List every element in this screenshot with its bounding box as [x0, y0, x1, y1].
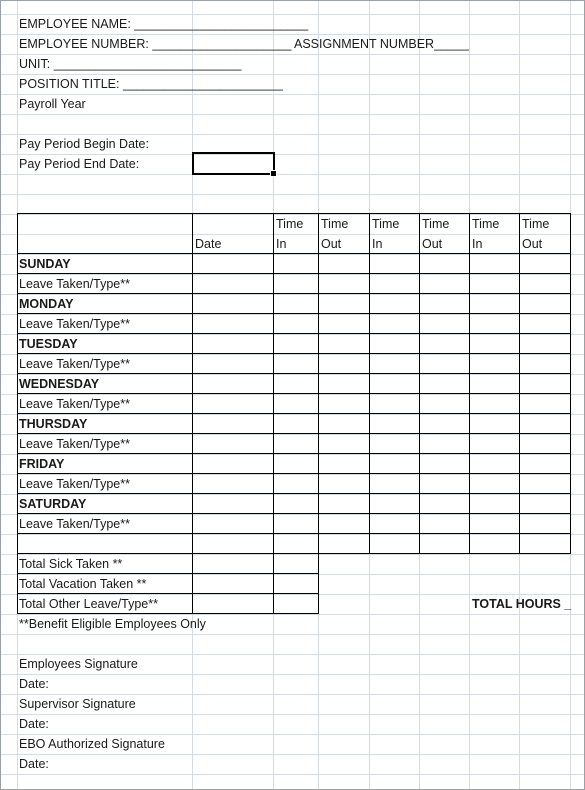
grid-row-line	[0, 694, 585, 695]
border-vertical	[318, 213, 319, 554]
border-horizontal	[17, 313, 571, 314]
grid-row-line	[0, 354, 585, 355]
ebo-signature-label[interactable]: EBO Authorized Signature	[19, 737, 165, 751]
leave-taken-label[interactable]: Leave Taken/Type**	[19, 477, 130, 491]
border-horizontal	[17, 413, 571, 414]
column-header-2-l2[interactable]: In	[276, 237, 287, 251]
day-label-wednesday[interactable]: WEDNESDAY	[19, 377, 100, 391]
leave-taken-label[interactable]: Leave Taken/Type**	[19, 317, 130, 331]
supervisor-signature-date-label[interactable]: Date:	[19, 717, 49, 731]
day-label-friday[interactable]: FRIDAY	[19, 457, 65, 471]
day-label-saturday[interactable]: SATURDAY	[19, 497, 87, 511]
grid-row-line	[0, 54, 585, 55]
grid-row-line	[0, 594, 585, 595]
grid-row-line	[0, 534, 585, 535]
border-vertical	[570, 213, 571, 554]
leave-taken-label[interactable]: Leave Taken/Type**	[19, 277, 130, 291]
border-vertical	[192, 553, 193, 614]
employee-signature-date-label[interactable]: Date:	[19, 677, 49, 691]
fill-handle[interactable]	[270, 170, 277, 177]
column-header-5-l2[interactable]: Out	[422, 237, 443, 251]
grid-row-line	[0, 94, 585, 95]
leave-taken-label[interactable]: Leave Taken/Type**	[19, 397, 130, 411]
grid-row-line	[0, 574, 585, 575]
column-header-2-l1[interactable]: Time	[276, 217, 304, 231]
column-header-4-l1[interactable]: Time	[372, 217, 400, 231]
border-vertical	[17, 213, 18, 554]
border-horizontal	[17, 433, 571, 434]
grid-row-line	[0, 334, 585, 335]
column-header-7-l1[interactable]: Time	[522, 217, 550, 231]
total-hours-label[interactable]: TOTAL HOURS _	[472, 597, 572, 611]
grid-row-line	[0, 314, 585, 315]
grid-row-line	[0, 34, 585, 35]
column-header-6-l2[interactable]: In	[472, 237, 483, 251]
position-title-label[interactable]: POSITION TITLE: _______________________	[19, 77, 283, 91]
day-label-monday[interactable]: MONDAY	[19, 297, 74, 311]
border-vertical	[369, 213, 370, 554]
footnote[interactable]: **Benefit Eligible Employees Only	[19, 617, 206, 631]
grid-row-line	[0, 474, 585, 475]
total-other-leave-label[interactable]: Total Other Leave/Type**	[19, 597, 158, 611]
day-label-thursday[interactable]: THURSDAY	[19, 417, 88, 431]
leave-taken-label[interactable]: Leave Taken/Type**	[19, 357, 130, 371]
grid-row-line	[0, 674, 585, 675]
day-label-tuesday[interactable]: TUESDAY	[19, 337, 78, 351]
column-header-6-l1[interactable]: Time	[472, 217, 500, 231]
grid-row-line	[0, 454, 585, 455]
grid-row-line	[0, 254, 585, 255]
grid-row-line	[0, 654, 585, 655]
border-horizontal	[17, 293, 571, 294]
employee-signature-label[interactable]: Employees Signature	[19, 657, 138, 671]
employee-name-label[interactable]: EMPLOYEE NAME: _________________________	[19, 17, 309, 31]
total-vacation-label[interactable]: Total Vacation Taken **	[19, 577, 147, 591]
column-header-7-l2[interactable]: Out	[522, 237, 543, 251]
border-vertical	[273, 553, 274, 614]
day-label-sunday[interactable]: SUNDAY	[19, 257, 71, 271]
grid-row-line	[0, 154, 585, 155]
border-horizontal	[17, 493, 571, 494]
column-header-1-l2[interactable]: Date	[195, 237, 222, 251]
border-horizontal	[17, 353, 571, 354]
column-header-3-l2[interactable]: Out	[321, 237, 342, 251]
unit-label[interactable]: UNIT: ___________________________	[19, 57, 242, 71]
grid-row-line	[0, 234, 585, 235]
grid-row-line	[0, 74, 585, 75]
grid-row-line	[0, 374, 585, 375]
border-horizontal	[17, 533, 571, 534]
border-horizontal	[17, 513, 571, 514]
grid-row-line	[0, 114, 585, 115]
border-horizontal	[17, 213, 571, 214]
grid-row-line	[0, 214, 585, 215]
grid-row-line	[0, 134, 585, 135]
grid-row-line	[0, 614, 585, 615]
border-horizontal	[17, 253, 571, 254]
border-horizontal	[17, 453, 571, 454]
border-vertical	[419, 213, 420, 554]
grid-row-line	[0, 514, 585, 515]
border-horizontal	[17, 273, 571, 274]
supervisor-signature-label[interactable]: Supervisor Signature	[19, 697, 136, 711]
total-sick-label[interactable]: Total Sick Taken **	[19, 557, 123, 571]
border-horizontal	[17, 393, 571, 394]
selected-cell[interactable]	[192, 152, 275, 175]
border-vertical	[469, 213, 470, 554]
grid-row-line	[0, 774, 585, 775]
grid-row-line	[0, 434, 585, 435]
grid-row-line	[0, 734, 585, 735]
leave-taken-label[interactable]: Leave Taken/Type**	[19, 437, 130, 451]
grid-row-line	[0, 714, 585, 715]
leave-taken-label[interactable]: Leave Taken/Type**	[19, 517, 130, 531]
border-vertical	[17, 553, 18, 614]
grid-row-line	[0, 754, 585, 755]
ebo-signature-date-label[interactable]: Date:	[19, 757, 49, 771]
payroll-year-label[interactable]: Payroll Year	[19, 97, 86, 111]
grid-row-line	[0, 414, 585, 415]
border-vertical	[192, 213, 193, 554]
grid-row-line	[0, 634, 585, 635]
border-vertical	[273, 213, 274, 554]
column-header-3-l1[interactable]: Time	[321, 217, 349, 231]
grid-row-line	[0, 494, 585, 495]
grid-row-line	[0, 194, 585, 195]
column-header-4-l2[interactable]: In	[372, 237, 383, 251]
grid-row-line	[0, 554, 585, 555]
grid-row-line	[0, 174, 585, 175]
employee-number-label[interactable]: EMPLOYEE NUMBER: ____________________	[19, 37, 292, 51]
column-header-5-l1[interactable]: Time	[422, 217, 450, 231]
grid-row-line	[0, 14, 585, 15]
pay-period-begin-label[interactable]: Pay Period Begin Date:	[19, 137, 149, 151]
border-horizontal	[17, 473, 571, 474]
grid-row-line	[0, 294, 585, 295]
border-vertical	[519, 213, 520, 554]
border-horizontal	[17, 373, 571, 374]
pay-period-end-label[interactable]: Pay Period End Date:	[19, 157, 140, 171]
border-horizontal	[17, 333, 571, 334]
border-vertical	[318, 553, 319, 614]
grid-row-line	[0, 274, 585, 275]
grid-row-line	[0, 394, 585, 395]
assignment-number-label[interactable]: ASSIGNMENT NUMBER_____	[294, 37, 469, 51]
